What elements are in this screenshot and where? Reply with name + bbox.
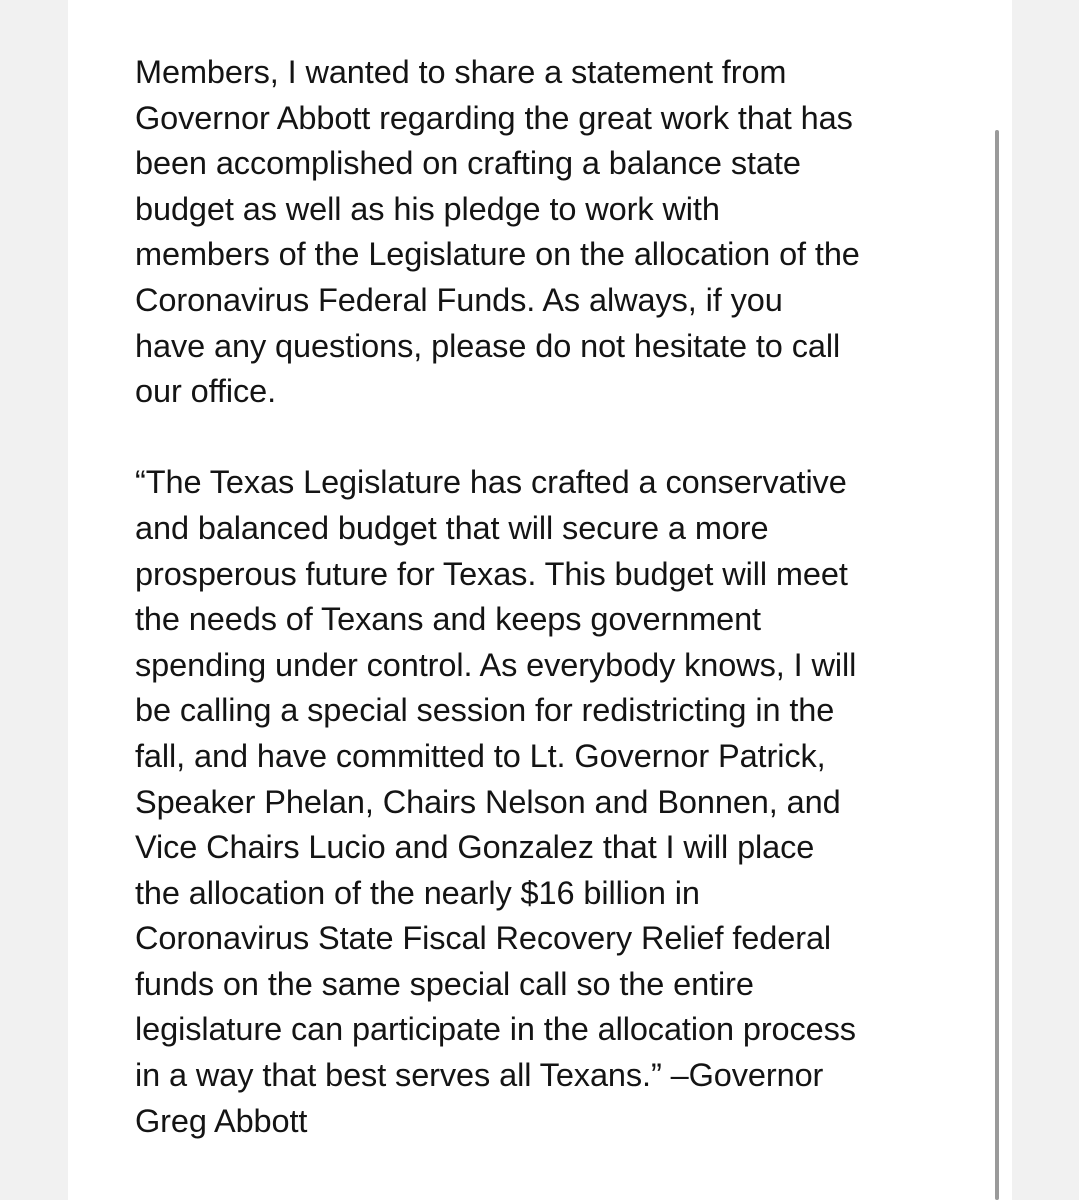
scrollbar-thumb[interactable] [995, 130, 999, 1200]
quote-paragraph: “The Texas Legislature has crafted a conservative and balanced budget that will secure a more prosperous future for Texas. This budget will meet the needs of Texans and keeps government spending under control. As everybody knows, I will be calling a special session for redistricting in the fall, and have committed to Lt. Governor Patrick, Speaker Phelan, Chairs Nelson and Bonnen, and Vice Chairs Lucio and Gonzalez that I will place the allocation of the nearly $16 billion in Coronavirus State Fiscal Recovery Relief federal funds on the same special call so the entire legislature can participate in the allocation process in a way that best serves all Texans.” –Governor Greg Abbott [135, 464, 857, 1139]
vertical-scrollbar[interactable] [995, 130, 1001, 1200]
message-body [135, 50, 985, 1144]
intro-paragraph: Members, I wanted to share a statement from Governor Abbott regarding the great work that has been accomplished on crafting a balance state budget as well as his pledge to work with members of the Legislature on the allocation of the Coronavirus Federal Funds. As always, if you have any questions, please do not hesitate to call our office. [135, 54, 860, 410]
message-page [68, 0, 1012, 1200]
